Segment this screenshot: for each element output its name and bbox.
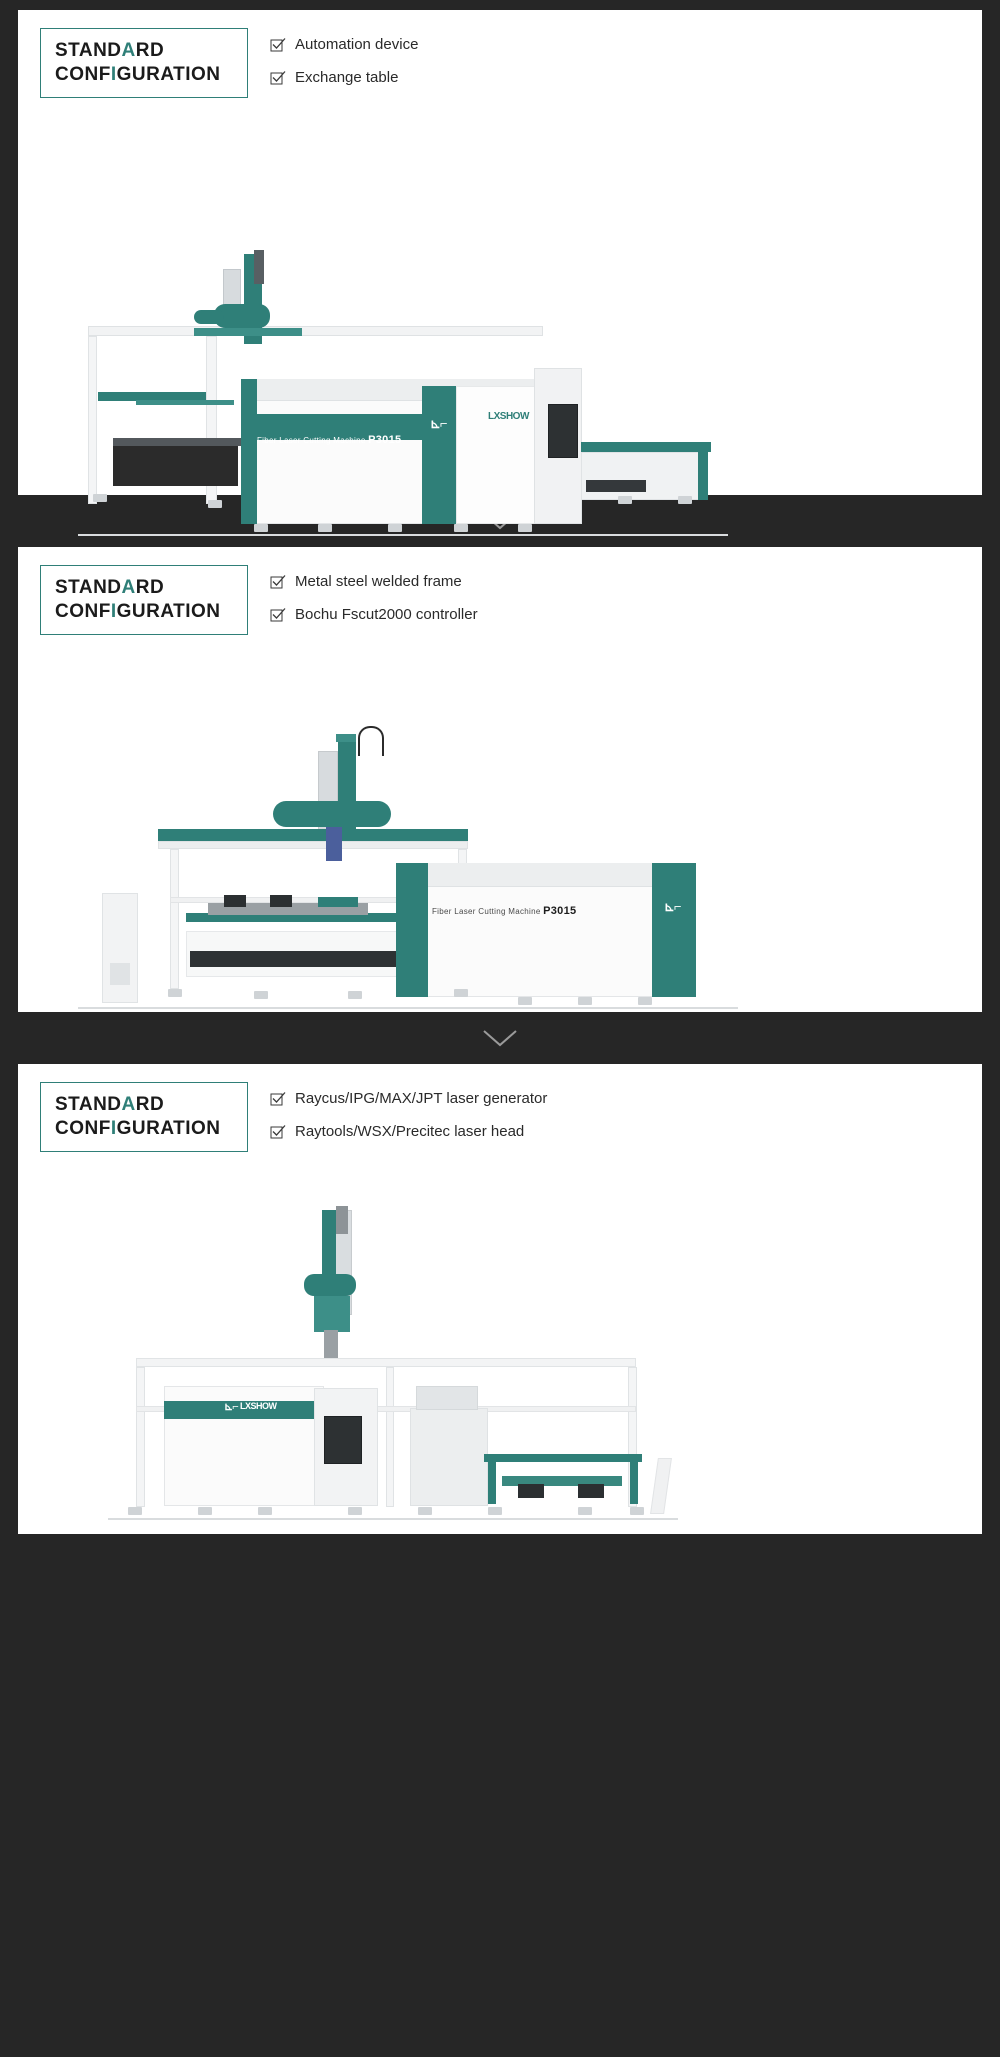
lift-motor-cap bbox=[194, 310, 224, 324]
machine-model-text-2 bbox=[432, 905, 576, 917]
enclosure-door bbox=[456, 386, 546, 524]
trolley-roller bbox=[578, 1484, 604, 1498]
badge-line2-accent: I bbox=[110, 1118, 117, 1139]
machine-foot bbox=[93, 494, 107, 502]
exchange-table-end bbox=[698, 442, 708, 500]
badge-line1-prefix: STAND bbox=[55, 577, 122, 598]
machine-foot bbox=[454, 524, 468, 532]
machine-illustration-2 bbox=[18, 641, 982, 961]
frame-left-column bbox=[136, 1367, 145, 1507]
badge-line2-prefix: CONF bbox=[55, 1118, 111, 1139]
enclosure-door-pillar bbox=[422, 386, 456, 524]
gantry-left-column bbox=[88, 336, 97, 504]
machine-foot bbox=[578, 997, 592, 1005]
model-code: P3015 bbox=[368, 434, 402, 446]
config-header-3 bbox=[18, 1064, 982, 1154]
machine-foot bbox=[518, 997, 532, 1005]
brand-label: LXSHOW bbox=[240, 1401, 277, 1411]
badge-line1-suffix: RD bbox=[135, 40, 165, 61]
frame-left-column bbox=[170, 849, 179, 989]
gantry-beam-lower bbox=[158, 841, 468, 849]
suction-head bbox=[270, 895, 292, 907]
machine-model-text-1 bbox=[257, 434, 401, 446]
badge-line2-suffix: GURATION bbox=[116, 64, 221, 85]
config-header-1 bbox=[18, 10, 982, 100]
material-stack bbox=[113, 444, 238, 486]
trolley-leg bbox=[488, 1462, 496, 1504]
feature-item bbox=[270, 34, 418, 56]
gantry-top-beam bbox=[88, 326, 543, 336]
badge-line2-accent: I bbox=[110, 64, 117, 85]
laser-head bbox=[324, 1330, 338, 1360]
config-section-1 bbox=[18, 10, 982, 495]
suction-head bbox=[224, 895, 246, 907]
machine-foot bbox=[388, 524, 402, 532]
badge-line-2 bbox=[55, 1117, 233, 1141]
feature-list-2 bbox=[248, 565, 478, 637]
config-badge-1 bbox=[40, 28, 248, 98]
machine-foot bbox=[418, 1507, 432, 1515]
machine-foot bbox=[638, 997, 652, 1005]
badge-line1-accent: A bbox=[121, 40, 136, 61]
top-spacer bbox=[0, 0, 1000, 10]
ground-line bbox=[108, 1518, 678, 1520]
carriage-block bbox=[326, 827, 342, 861]
model-label: Fiber Laser Cutting Machine bbox=[257, 436, 366, 445]
material-stack-top bbox=[113, 438, 245, 446]
exchange-trolley-top bbox=[484, 1454, 642, 1462]
ground-line bbox=[78, 1007, 738, 1009]
z-axis-block bbox=[314, 1296, 350, 1332]
brand-logo-text bbox=[240, 1401, 277, 1411]
brand-logo-text bbox=[488, 411, 529, 422]
feature-item bbox=[270, 1088, 547, 1110]
machine-illustration-1 bbox=[18, 104, 982, 484]
config-badge-2 bbox=[40, 565, 248, 635]
feature-label: Automation device bbox=[295, 36, 419, 53]
enclosure-top-panel bbox=[396, 863, 696, 887]
machine-foot bbox=[258, 1507, 272, 1515]
dust-collector bbox=[102, 893, 138, 1003]
machine-foot bbox=[488, 1507, 502, 1515]
config-badge-3 bbox=[40, 1082, 248, 1152]
check-square-icon bbox=[270, 37, 286, 53]
logo-mark-icon: ⊾⌐ bbox=[664, 899, 681, 914]
machine-foot bbox=[518, 524, 532, 532]
feature-item bbox=[270, 571, 478, 593]
badge-line1-suffix: RD bbox=[135, 1094, 165, 1115]
frame-mid-column bbox=[386, 1367, 394, 1507]
lift-rack bbox=[254, 250, 264, 284]
feature-label: Metal steel welded frame bbox=[295, 573, 462, 590]
check-square-icon bbox=[270, 607, 286, 623]
machine-foot bbox=[678, 496, 692, 504]
section-divider-2 bbox=[0, 1012, 1000, 1064]
check-square-icon bbox=[270, 1091, 286, 1107]
lift-rack bbox=[336, 1206, 348, 1234]
machine-foot bbox=[630, 1507, 644, 1515]
cable-loop bbox=[358, 726, 384, 756]
machine-foot bbox=[318, 524, 332, 532]
machine-foot bbox=[198, 1507, 212, 1515]
badge-line1-suffix: RD bbox=[135, 577, 165, 598]
exchange-table-slats bbox=[586, 480, 646, 492]
badge-line2-suffix: GURATION bbox=[116, 601, 221, 622]
machine-foot bbox=[168, 989, 182, 997]
badge-line2-suffix: GURATION bbox=[116, 1118, 221, 1139]
loading-arm-teal-2 bbox=[136, 400, 234, 405]
frame-top-beam bbox=[136, 1358, 636, 1367]
chevron-down-icon bbox=[482, 1028, 518, 1048]
badge-line2-prefix: CONF bbox=[55, 601, 111, 622]
exchange-table-top bbox=[581, 442, 711, 452]
machine-foot bbox=[208, 500, 222, 508]
lift-motor bbox=[273, 801, 391, 827]
machine-foot bbox=[254, 991, 268, 999]
model-label: Fiber Laser Cutting Machine bbox=[432, 907, 541, 916]
model-code: P3015 bbox=[543, 905, 577, 917]
badge-line-1 bbox=[55, 39, 233, 63]
exchange-table-body bbox=[581, 452, 701, 500]
badge-line-2 bbox=[55, 63, 233, 87]
machine-foot bbox=[618, 496, 632, 504]
chiller-top bbox=[416, 1386, 478, 1410]
config-header-2 bbox=[18, 547, 982, 637]
badge-line-2 bbox=[55, 600, 233, 624]
badge-line-1 bbox=[55, 1093, 233, 1117]
feature-item bbox=[270, 1121, 547, 1143]
badge-line-1 bbox=[55, 576, 233, 600]
badge-line1-prefix: STAND bbox=[55, 40, 122, 61]
machine-foot bbox=[128, 1507, 142, 1515]
trolley-roller bbox=[518, 1484, 544, 1498]
check-square-icon bbox=[270, 574, 286, 590]
machine-illustration-3 bbox=[18, 1158, 982, 1488]
lift-crossbar bbox=[194, 328, 302, 336]
feature-label: Raycus/IPG/MAX/JPT laser generator bbox=[295, 1090, 548, 1107]
badge-line1-accent: A bbox=[121, 577, 136, 598]
hmi-screen bbox=[324, 1416, 362, 1464]
suction-head-teal bbox=[318, 897, 358, 907]
trolley-leg bbox=[630, 1462, 638, 1504]
lift-tower-cap bbox=[336, 734, 356, 742]
machine-foot bbox=[578, 1507, 592, 1515]
badge-line2-prefix: CONF bbox=[55, 64, 111, 85]
feature-item bbox=[270, 604, 478, 626]
logo-mark-icon: ⊾⌐ bbox=[224, 1401, 238, 1413]
side-guard bbox=[650, 1458, 672, 1514]
laser-generator-cabinet bbox=[410, 1408, 488, 1506]
badge-line1-accent: A bbox=[121, 1094, 136, 1115]
dust-collector-vent bbox=[110, 963, 130, 985]
feature-label: Exchange table bbox=[295, 69, 399, 86]
hmi-screen bbox=[548, 404, 578, 458]
enclosure-right-pillar bbox=[652, 863, 696, 997]
feature-list-1 bbox=[248, 28, 418, 100]
check-square-icon bbox=[270, 1124, 286, 1140]
badge-line1-prefix: STAND bbox=[55, 1094, 122, 1115]
lift-motor bbox=[304, 1274, 356, 1296]
brand-label: LXSHOW bbox=[488, 411, 529, 422]
machine-foot bbox=[254, 524, 268, 532]
badge-line2-accent: I bbox=[110, 601, 117, 622]
ground-line bbox=[78, 534, 728, 536]
check-square-icon bbox=[270, 70, 286, 86]
enclosure-left-pillar bbox=[396, 863, 428, 997]
config-section-2 bbox=[18, 547, 982, 1012]
feature-list-3 bbox=[248, 1082, 547, 1154]
gantry-teal-beam bbox=[158, 829, 468, 841]
logo-mark-icon: ⊾⌐ bbox=[430, 416, 447, 431]
feature-label: Bochu Fscut2000 controller bbox=[295, 606, 478, 623]
bed-slats bbox=[190, 951, 412, 967]
machine-foot bbox=[454, 989, 468, 997]
feature-item bbox=[270, 67, 418, 89]
config-section-3 bbox=[18, 1064, 982, 1534]
machine-foot bbox=[348, 991, 362, 999]
feature-label: Raytools/WSX/Precitec laser head bbox=[295, 1123, 525, 1140]
enclosure-left-pillar bbox=[241, 379, 257, 524]
machine-foot bbox=[348, 1507, 362, 1515]
